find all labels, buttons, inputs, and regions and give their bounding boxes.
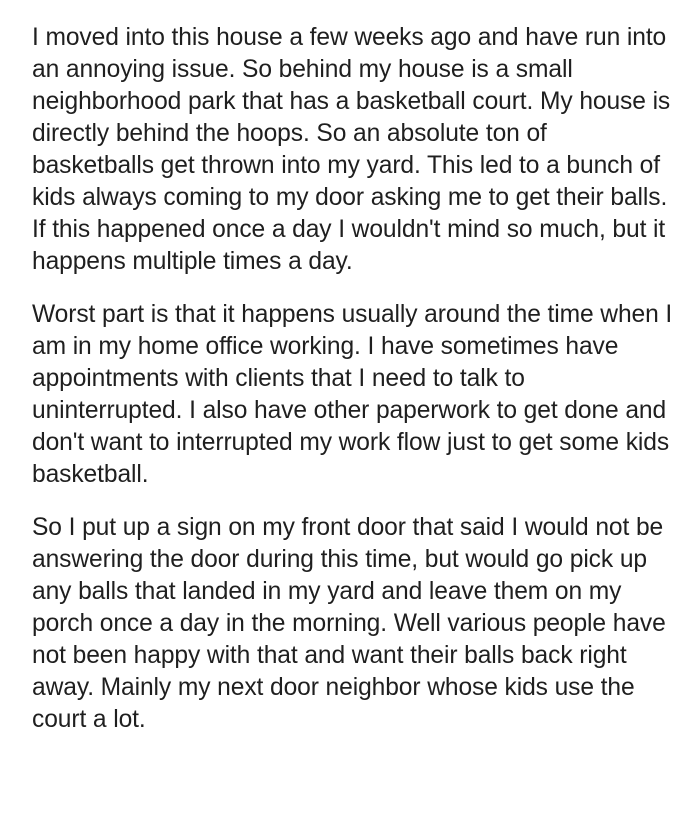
paragraph-2: Worst part is that it happens usually around the time when I am in my home office working. I have sometimes have appointments with clients that I need to talk to uninterrupted. I also have other paperwork to get done and don't want to interrupted my work flow just to get some kids basketball.	[32, 301, 673, 488]
paragraph-3: So I put up a sign on my front door that said I would not be answering the door during this time, but would go pick up any balls that landed in my yard and leave them on my porch once a day in the morning. Well various people have not been happy with that and want their balls back right away. Mainly my next door neighbor whose kids use the court a lot.	[32, 514, 666, 733]
paragraph-1: I moved into this house a few weeks ago and have run into an annoying issue. So behind my house is a small neighborhood park that has a basketball court. My house is directly behind the hoops. So an absolute ton of basketballs get thrown into my yard. This led to a bunch of kids always coming to my door asking me to get their balls. If this happened once a day I wouldn't mind so much, but it happens multiple times a day.	[32, 24, 671, 275]
